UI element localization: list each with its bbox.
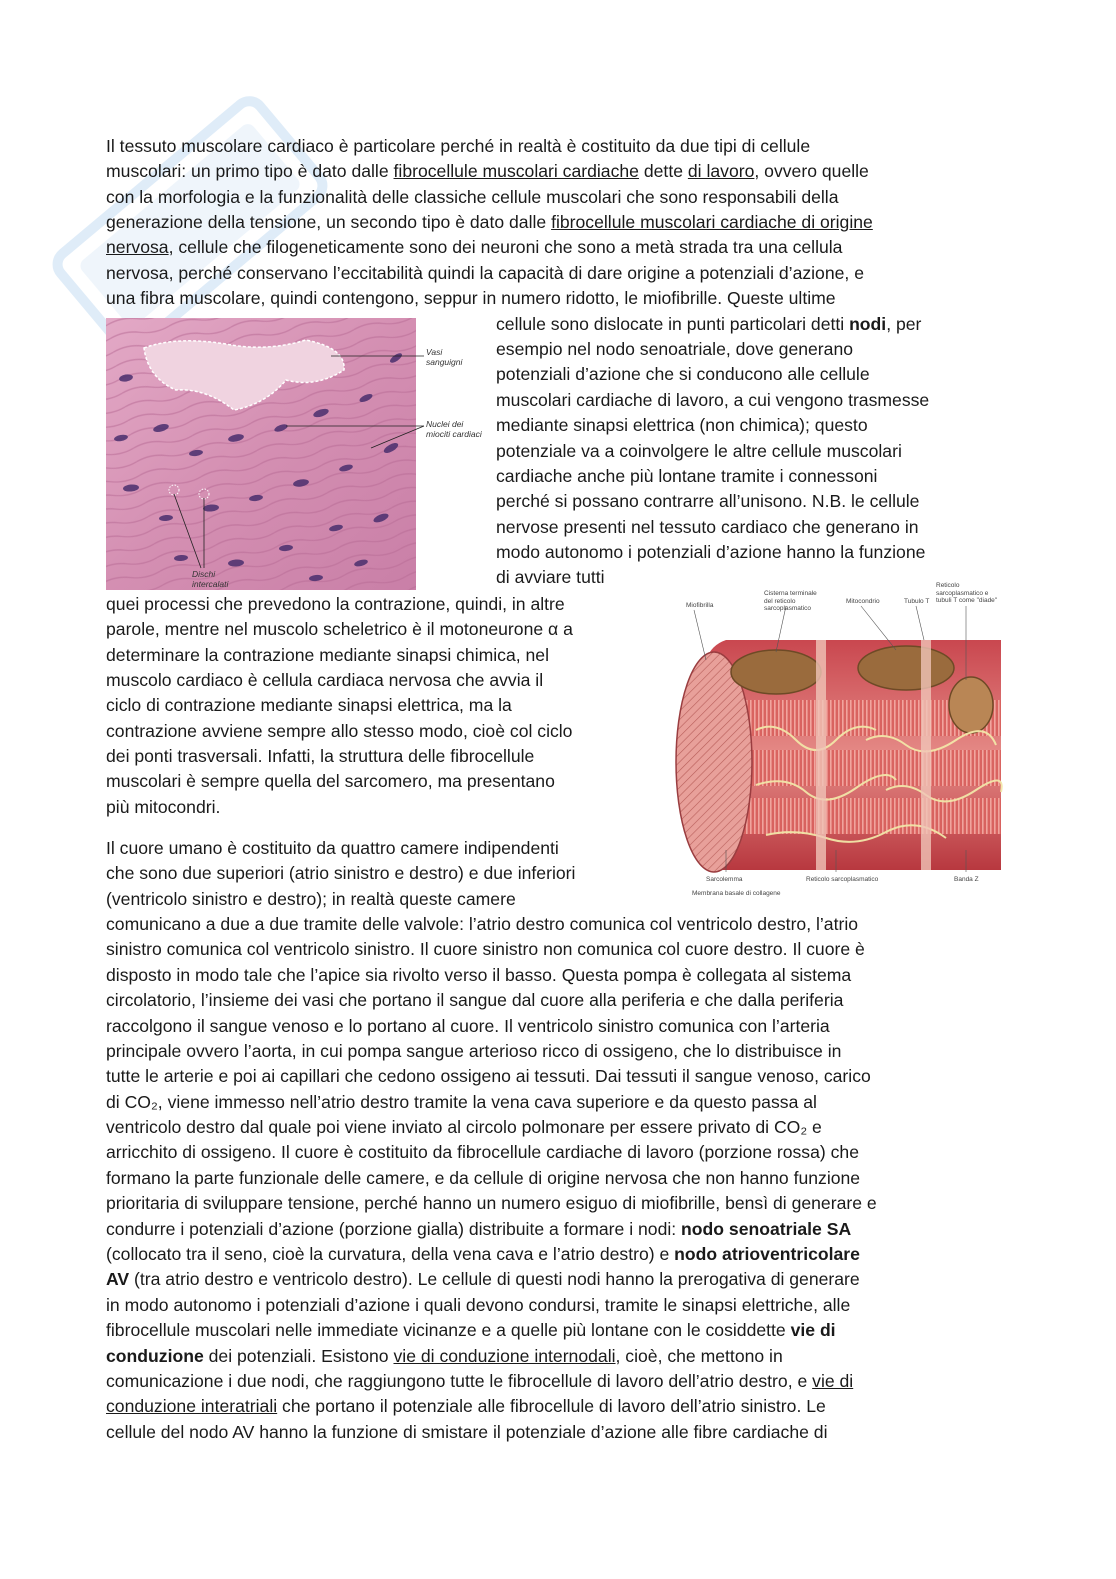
text-line: fibrocellule muscolari nelle immediate vicinanze e a quelle più lontane con le cosiddette vie di	[106, 1320, 836, 1340]
text-line: generazione della tensione, un secondo tipo è dato dalle fibrocellule muscolari cardiache di origine	[106, 212, 873, 232]
text-line: mediante sinapsi elettrica (non chimica); questo	[496, 415, 868, 435]
text-line: quei processi che prevedono la contrazione, quindi, in altre	[106, 594, 565, 614]
text-line: (ventricolo sinistro e destro); in realtà queste camere	[106, 889, 516, 909]
text-line: AV (tra atrio destro e ventricolo destro). Le cellule di questi nodi hanno la prerogativa di generare	[106, 1269, 860, 1289]
text-line: parole, mentre nel muscolo scheletrico è il motoneurone α a	[106, 619, 573, 639]
text-line: circolatorio, l’insieme dei vasi che portano il sangue dal cuore alla periferia e che dalla periferia	[106, 990, 844, 1010]
text-line: Il tessuto muscolare cardiaco è particolare perché in realtà è costituito da due tipi di cellule	[106, 136, 811, 156]
text-line: di avviare tutti	[496, 567, 605, 587]
text-line: cardiache anche più lontane tramite i connessoni	[496, 466, 878, 486]
text-line: Il cuore umano è costituito da quattro camere indipendenti	[106, 838, 559, 858]
text-line: condurre i potenziali d’azione (porzione gialla) distribuite a formare i nodi: nodo senoatriale SA	[106, 1219, 852, 1239]
label-nuclei: Nuclei dei miociti cardiaci	[426, 419, 482, 439]
label-vasi: Vasi sanguigni	[426, 347, 463, 367]
label-tubulo: Tubulo T	[904, 598, 930, 605]
text-line: potenziali d’azione che si conducono alle cellule	[496, 364, 870, 384]
text-line: tutte le arterie e poi ai capillari che cedono ossigeno ai tessuti. Dai tessuti il sangue venoso, carico	[106, 1066, 871, 1086]
text-line: disposto in modo tale che l’apice sia rivolto verso il basso. Questa pompa è collegata al sistema	[106, 965, 852, 985]
label-banda-z: Banda Z	[954, 876, 979, 883]
text-line: esempio nel nodo senoatriale, dove generano	[496, 339, 854, 359]
text-line: contrazione avviene sempre allo stesso modo, cioè col ciclo	[106, 721, 573, 741]
label-reticolo-bottom: Reticolo sarcoplasmatico	[806, 876, 879, 883]
text-line: più mitocondri.	[106, 797, 221, 817]
text-line: conduzione dei potenziali. Esistono vie di conduzione internodali, cioè, che mettono in	[106, 1346, 783, 1366]
text-line: modo autonomo i potenziali d’azione hanno la funzione	[496, 542, 926, 562]
text-line: prioritaria di sviluppare tensione, perché hanno un numero esiguo di miofibrille, bensì di generare e	[106, 1193, 877, 1213]
text-line: potenziale va a coinvolgere le altre cellule muscolari	[496, 441, 902, 461]
text-line: principale ovvero l’aorta, in cui pompa sangue arterioso ricco di ossigeno, che lo distribuisce in	[106, 1041, 842, 1061]
text-line: muscolari è sempre quella del sarcomero, ma presentano	[106, 771, 555, 791]
label-mitocondrio: Mitocondrio	[846, 598, 880, 605]
text-line: comunicazione i due nodi, che raggiungono tutte le fibrocellule di lavoro dell’atrio destro, e vie di	[106, 1371, 854, 1391]
histology-figure	[106, 318, 490, 590]
text-line: raccolgono il sangue venoso e lo portano al cuore. Il ventricolo sinistro comunica con l’arteria	[106, 1016, 830, 1036]
label-sarcolemma: Sarcolemma	[706, 876, 743, 883]
text-line: comunicano a due a due tramite delle valvole: l’atrio destro comunica col ventricolo destro, l’atrio	[106, 914, 859, 934]
text-line: nervosa, cellule che filogeneticamente sono dei neuroni che sono a metà strada tra una cellula	[106, 237, 843, 257]
label-reticolo-top: Reticolo sarcoplasmatico e tubuli T come "diade"	[936, 582, 998, 604]
text-line: con la morfologia e la funzionalità delle classiche cellule muscolari che sono responsabili della	[106, 187, 839, 207]
text-line: che sono due superiori (atrio sinistro e destro) e due inferiori	[106, 863, 576, 883]
text-line: di CO₂, viene immesso nell’atrio destro tramite la vena cava superiore e da questo passa al	[106, 1092, 817, 1112]
sarcomere-image	[666, 580, 1006, 902]
text-line: nervose presenti nel tessuto cardiaco che generano in	[496, 517, 919, 537]
text-line: muscolari cardiache di lavoro, a cui vengono trasmesse	[496, 390, 930, 410]
label-cisterna: Cisterna terminale del reticolo sarcoplasmatico	[764, 590, 817, 612]
text-line: ventricolo destro dal quale poi viene inviato al circolo polmonare per essere privato di CO₂ e	[106, 1117, 822, 1137]
text-line: in modo autonomo i potenziali d’azione i quali devono condursi, tramite le sinapsi elettriche, alle	[106, 1295, 851, 1315]
text-line: arricchito di ossigeno. Il cuore è costituito da fibrocellule cardiache di lavoro (porzione rossa) che	[106, 1142, 860, 1162]
text-line: formano la parte funzionale delle camere, e da cellule di origine nervosa che non hanno funzione	[106, 1168, 861, 1188]
text-line: nervosa, perché conservano l’eccitabilità quindi la capacità di dare origine a potenziali d’azione, e	[106, 263, 864, 283]
text-line: una fibra muscolare, quindi contengono, seppur in numero ridotto, le miofibrille. Queste ultime	[106, 288, 836, 308]
text-line: muscolari: un primo tipo è dato dalle fibrocellule muscolari cardiache dette di lavoro, ovvero quelle	[106, 161, 869, 181]
text-line: (collocato tra il seno, cioè la curvatura, della vena cava e l’atrio destro) e nodo atrioventricolare	[106, 1244, 860, 1264]
text-line: cellule sono dislocate in punti particolari detti nodi, per	[496, 314, 922, 334]
text-line: dei ponti trasversali. Infatti, la struttura delle fibrocellule	[106, 746, 535, 766]
text-line: sinistro comunica col ventricolo sinistro. Il cuore sinistro non comunica col cuore destro. Il cuore è	[106, 939, 865, 959]
sarcomere-diagram	[666, 580, 1006, 902]
label-miofibrilla: Miofibrilla	[686, 602, 714, 609]
text-line: determinare la contrazione mediante sinapsi chimica, nel	[106, 645, 550, 665]
text-line: muscolo cardiaco è cellula cardiaca nervosa che avvia il	[106, 670, 544, 690]
text-line: perché si possano contrarre all’unisono. N.B. le cellule	[496, 491, 920, 511]
label-membrana: Membrana basale di collagene	[692, 890, 781, 897]
label-dischi: Dischi intercalati	[192, 569, 229, 589]
text-line: ciclo di contrazione mediante sinapsi elettrica, ma la	[106, 695, 512, 715]
text-line: conduzione interatriali che portano il potenziale alle fibrocellule di lavoro dell’atrio sinistro. Le	[106, 1396, 826, 1416]
text-line: cellule del nodo AV hanno la funzione di smistare il potenziale d’azione alle fibre cardiache di	[106, 1422, 828, 1442]
